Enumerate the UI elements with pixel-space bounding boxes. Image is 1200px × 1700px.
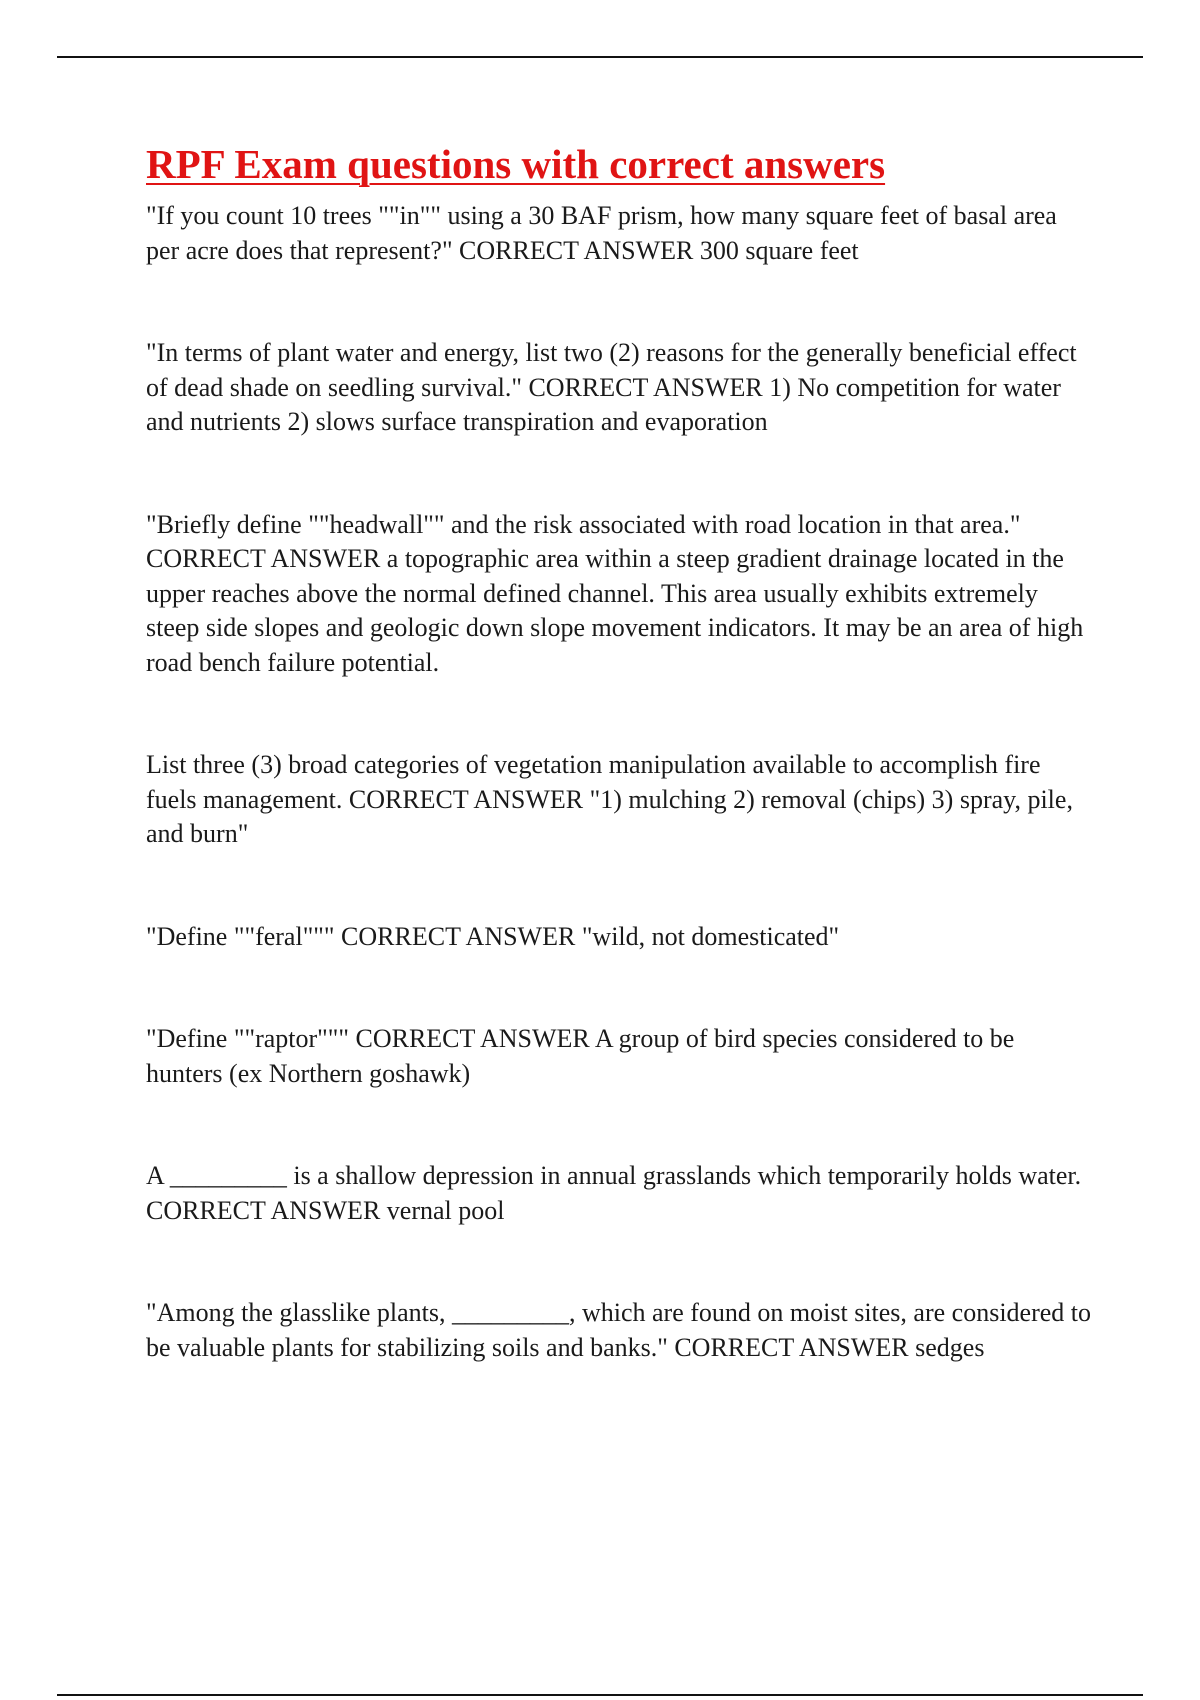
qa-item: "Among the glasslike plants, _________, which are found on moist sites, are considered to be valuable plants for stabilizing soils and banks." CORRECT ANSWER sedges <box>146 1298 1092 1362</box>
top-rule <box>57 56 1143 58</box>
qa-item: "Define ""feral""" CORRECT ANSWER "wild, not domesticated" <box>146 921 840 951</box>
document-body <box>146 140 1096 1365</box>
qa-item: "In terms of plant water and energy, list two (2) reasons for the generally beneficial effect of dead shade on seedling survival." CORRECT ANSWER 1) No competition for water and nutrients 2) slows surface transpiration and evaporation <box>146 338 1077 437</box>
document-title: RPF Exam questions with correct answers <box>146 141 886 187</box>
qa-item: A _________ is a shallow depression in annual grasslands which temporarily holds water. CORRECT ANSWER vernal pool <box>146 1161 1082 1225</box>
qa-item: "If you count 10 trees ""in"" using a 30 BAF prism, how many square feet of basal area per acre does that represent?" CORRECT ANSWER 300 square feet <box>146 201 1057 265</box>
qa-item: "Define ""raptor""" CORRECT ANSWER A group of bird species considered to be hunters (ex Northern goshawk) <box>146 1024 1015 1088</box>
qa-item: "Briefly define ""headwall"" and the risk associated with road location in that area." CORRECT ANSWER a topographic area within a steep gradient drainage located in the upper reaches above the normal defined channel. This area usually exhibits extremely steep side slopes and geologic down slope movement indicators. It may be an area of high road bench failure potential. <box>146 509 1084 677</box>
bottom-rule <box>57 1694 1143 1696</box>
qa-item: List three (3) broad categories of vegetation manipulation available to accomplish fire fuels management. CORRECT ANSWER "1) mulching 2) removal (chips) 3) spray, pile, and burn" <box>146 750 1073 849</box>
